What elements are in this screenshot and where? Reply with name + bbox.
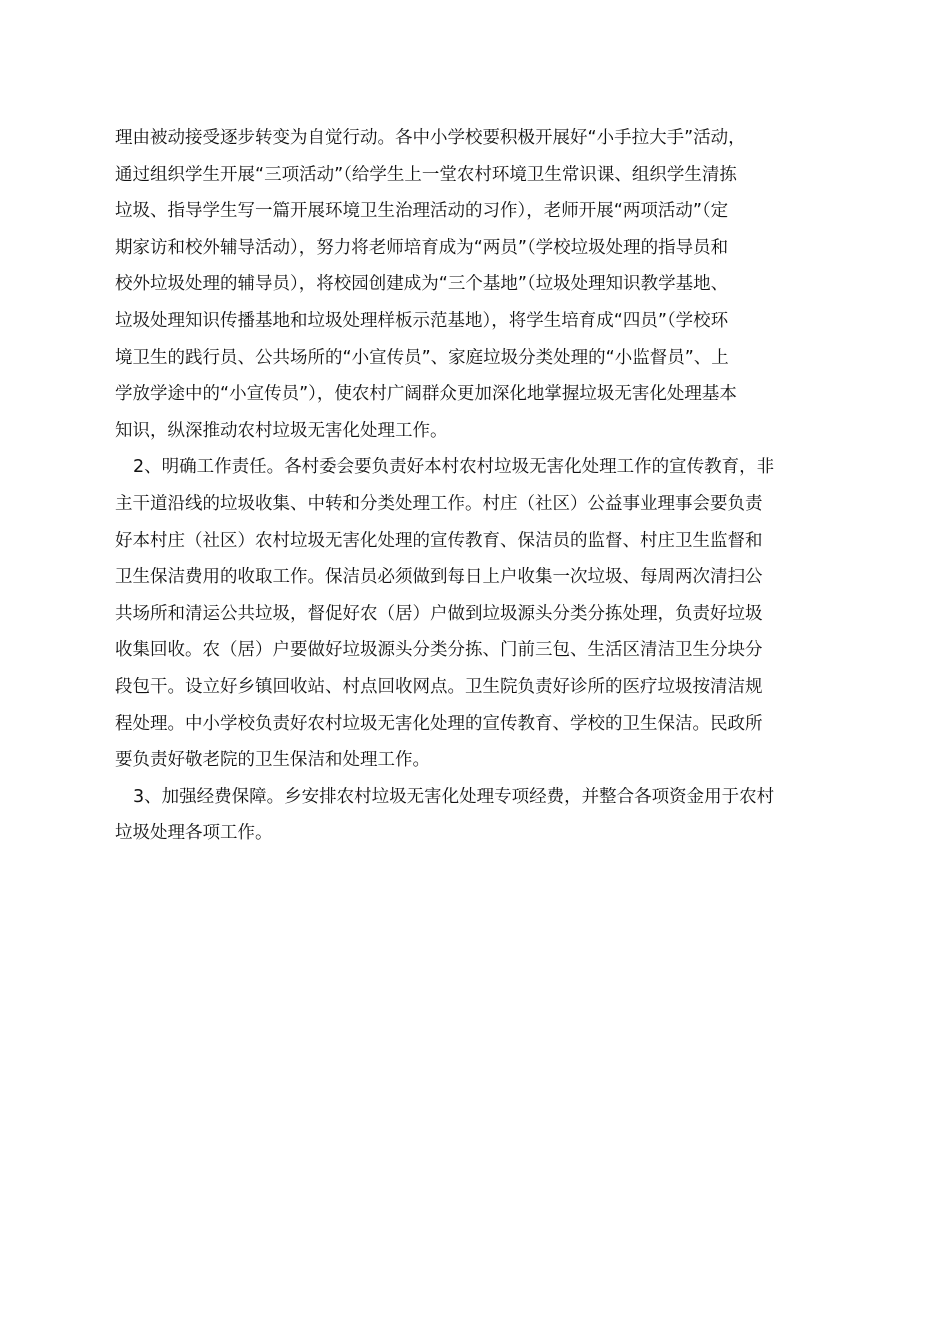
text-line: 2、明确工作责任。各村委会要负责好本村农村垃圾无害化处理工作的宣传教育，非 [133,457,775,478]
text-line: 收集回收。农（居）户要做好垃圾源头分类分拣、门前三包、生活区清洁卫生分块分 [115,640,763,661]
text-line: 要负责好敬老院的卫生保洁和处理工作。 [115,750,430,771]
paragraph-work-responsibility [115,449,837,778]
text-line: 知识，纵深推动农村垃圾无害化处理工作。 [115,420,448,441]
text-line: 共场所和清运公共垃圾，督促好农（居）户做到垃圾源头分类分拣处理，负责好垃圾 [115,603,763,624]
document-body [115,120,837,852]
text-line: 垃圾处理知识传播基地和垃圾处理样板示范基地），将学生培育成“四员”（学校环 [115,310,729,331]
text-line: 理由被动接受逐步转变为自觉行动。各中小学校要积极开展好“小手拉大手”活动， [115,128,746,148]
text-line: 段包干。设立好乡镇回收站、村点回收网点。卫生院负责好诊所的医疗垃圾按清洁规 [115,676,763,697]
text-line: 3、加强经费保障。乡安排农村垃圾无害化处理专项经费，并整合各项资金用于农村 [133,786,775,807]
text-line: 主干道沿线的垃圾收集、中转和分类处理工作。村庄（社区）公益事业理事会要负责 [115,493,763,514]
text-line: 期家访和校外辅导活动），努力将老师培育成为“两员”（学校垃圾处理的指导员和 [115,237,729,258]
text-line: 好本村庄（社区）农村垃圾无害化处理的宣传教育、保洁员的监督、村庄卫生监督和 [115,530,763,551]
text-line: 程处理。中小学校负责好农村垃圾无害化处理的宣传教育、学校的卫生保洁。民政所 [115,713,763,734]
text-line: 校外垃圾处理的辅导员），将校园创建成为“三个基地”（垃圾处理知识教学基地、 [115,274,729,295]
text-line: 垃圾处理各项工作。 [115,823,273,844]
text-line: 卫生保洁费用的收取工作。保洁员必须做到每日上户收集一次垃圾、每周两次清扫公 [115,567,763,588]
text-line: 通过组织学生开展“三项活动”（给学生上一堂农村环境卫生常识课、组织学生清拣 [115,164,737,185]
paragraph-continuation [115,120,837,449]
text-line: 学放学途中的“小宣传员”），使农村广阔群众更加深化地掌握垃圾无害化处理基本 [115,384,737,405]
paragraph-funding-guarantee [115,779,837,852]
text-line: 境卫生的践行员、公共场所的“小宣传员”、家庭垃圾分类处理的“小监督员”、上 [115,347,729,368]
text-line: 垃圾、指导学生写一篇开展环境卫生治理活动的习作），老师开展“两项活动”（定 [115,201,729,222]
